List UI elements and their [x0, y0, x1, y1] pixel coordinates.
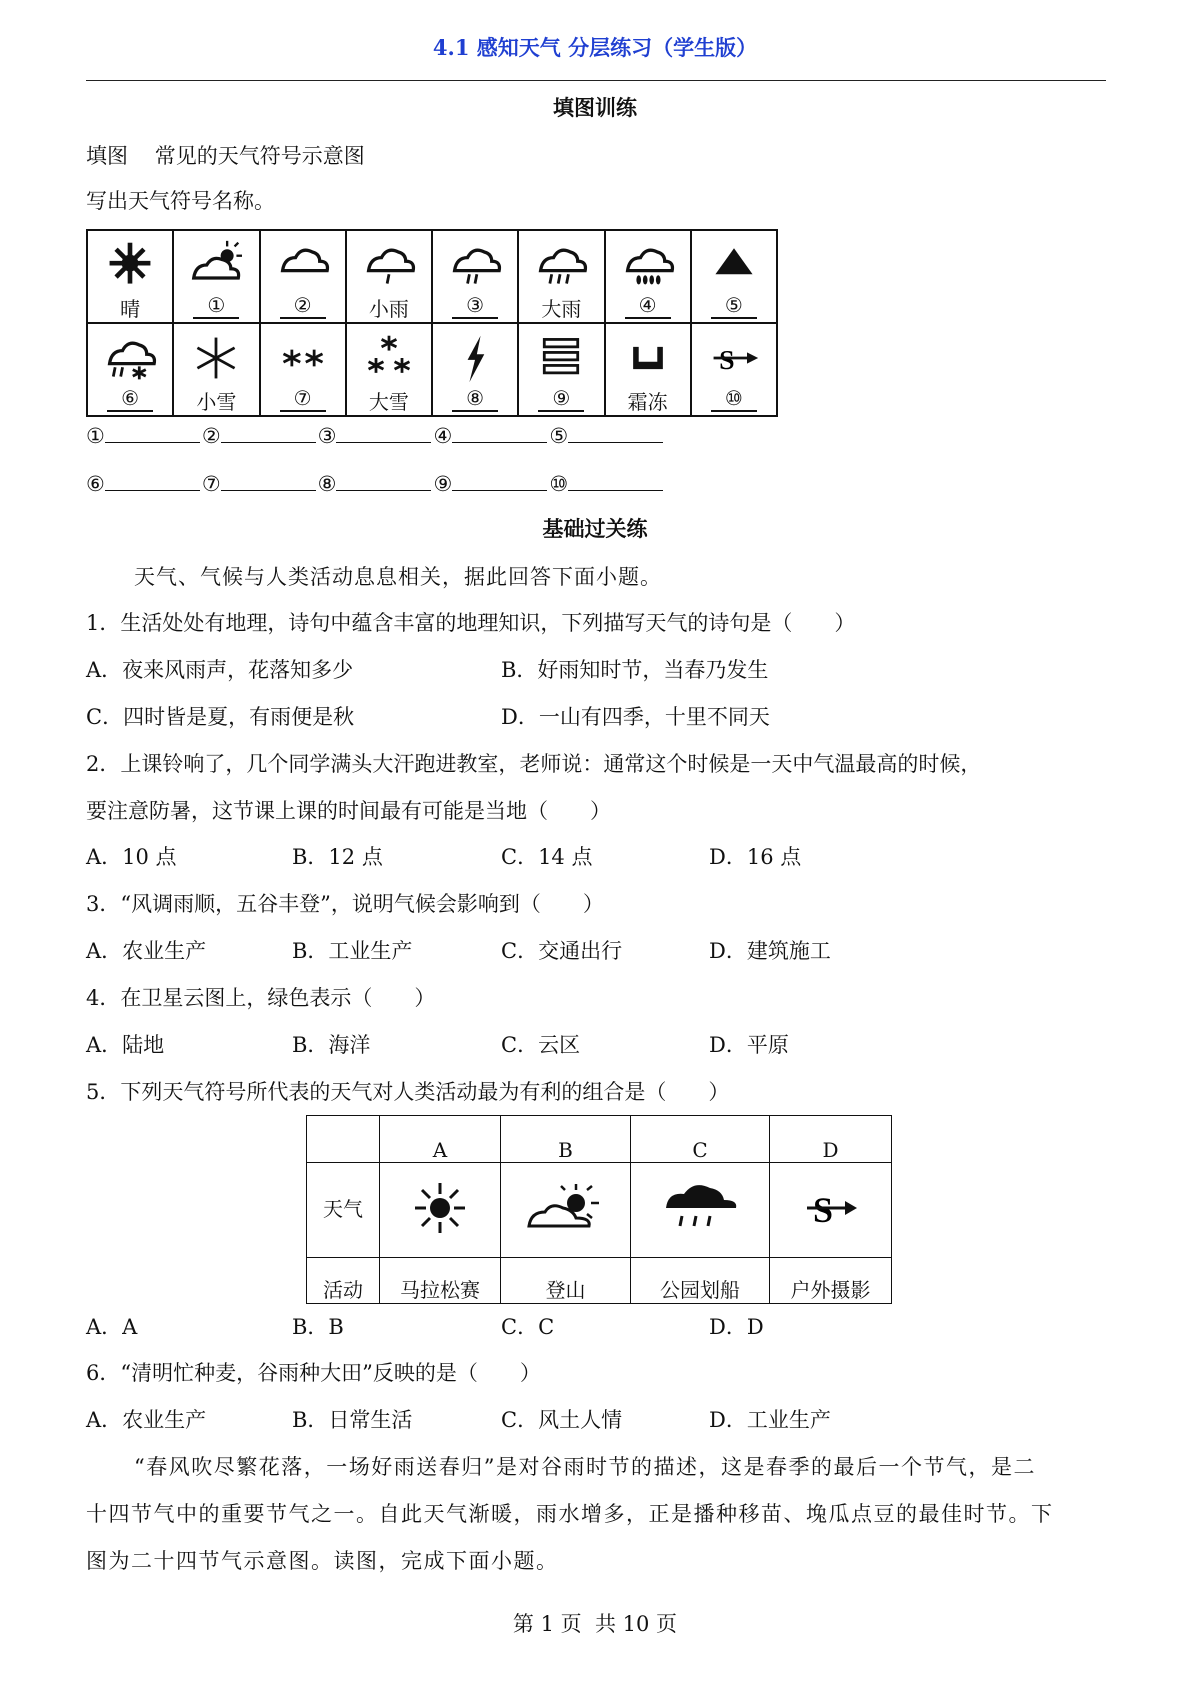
symbol-cell [605, 230, 691, 323]
answer-blank[interactable] [221, 422, 316, 443]
symbol-cell [87, 323, 173, 416]
blank-label: ⑨ [433, 472, 453, 496]
answer-option[interactable]: C．C [501, 1315, 555, 1339]
activity-cell: 马拉松赛 [380, 1258, 501, 1304]
question-stem: 6．“清明忙种麦，谷雨种大田”反映的是（ ） [86, 1361, 541, 1385]
answer-option[interactable]: C．风土人情 [501, 1408, 623, 1432]
symbol-label[interactable]: ⑧ [452, 386, 498, 412]
passage-line: “春风吹尽繁花落，一场好雨送春归”是对谷雨时节的描述，这是春季的最后一个节气，是二 [134, 1455, 1036, 1479]
answer-option[interactable]: C．交通出行 [501, 939, 623, 963]
symbol-label[interactable]: ⑦ [280, 386, 326, 412]
answer-option[interactable]: C．四时皆是夏，有雨便是秋 [86, 705, 355, 729]
frost-icon [618, 332, 678, 384]
moderate-rain-icon [445, 239, 505, 291]
col-header: C [631, 1116, 770, 1163]
symbol-cell [260, 230, 346, 323]
answer-blank[interactable] [105, 470, 200, 491]
rain-icon [660, 1178, 740, 1238]
symbol-label[interactable]: ⑨ [538, 386, 584, 412]
page-footer: 第 1 页 共 10 页 [512, 1612, 678, 1636]
col-header: B [501, 1116, 631, 1163]
answer-option[interactable]: A．农业生产 [86, 939, 207, 963]
blank-label: ⑦ [201, 472, 221, 496]
moderate-snow-icon [273, 332, 333, 384]
symbol-label[interactable]: ⑩ [711, 386, 757, 412]
answer-blank[interactable] [221, 470, 316, 491]
row-label: 天气 [307, 1163, 380, 1258]
light-snow-icon [186, 332, 246, 384]
answer-option[interactable]: A．10 点 [86, 845, 177, 869]
symbol-cell [346, 230, 432, 323]
blank-label: ⑧ [317, 472, 337, 496]
symbol-cell [518, 230, 604, 323]
answer-option[interactable]: A．夜来风雨声，花落知多少 [86, 658, 354, 682]
col-header: A [380, 1116, 501, 1163]
answer-blank[interactable] [452, 422, 547, 443]
fog-icon [531, 332, 591, 384]
answer-option[interactable]: B．12 点 [292, 845, 383, 869]
answer-option[interactable]: D．一山有四季，十里不同天 [501, 705, 770, 729]
section-heading-2: 基础过关练 [542, 516, 648, 541]
blank-label: ① [86, 424, 105, 448]
question-stem: 1．生活处处有地理，诗句中蕴含丰富的地理知识，下列描写天气的诗句是（ ） [86, 611, 856, 635]
answer-option[interactable]: D．工业生产 [709, 1408, 831, 1432]
answer-blank[interactable] [105, 422, 200, 443]
answer-blank[interactable] [568, 422, 663, 443]
symbol-label: 大雪 [368, 390, 409, 414]
svg-text:S: S [719, 345, 735, 377]
doc-title: 4.1 感知天气 分层练习（学生版） [432, 35, 758, 60]
symbol-cell [173, 230, 259, 323]
blanks-row-1 [86, 422, 665, 449]
symbol-cell [691, 323, 777, 416]
question-stem: 4．在卫星云图上，绿色表示（ ） [86, 986, 436, 1010]
sleet-icon [100, 332, 160, 384]
passage-line: 十四节气中的重要节气之一。自此天气渐暖，雨水增多，正是播种移苗、堍瓜点豆的最佳时节。下 [86, 1502, 1054, 1526]
symbol-label[interactable]: ① [193, 293, 239, 319]
symbol-cell [605, 323, 691, 416]
blank-label: ④ [433, 424, 453, 448]
answer-option[interactable]: A．农业生产 [86, 1408, 207, 1432]
answer-blank[interactable] [568, 470, 663, 491]
blank-label: ⑩ [549, 472, 569, 496]
fill-subtitle: 填图 常见的天气符号示意图 [86, 144, 365, 168]
answer-option[interactable]: D．建筑施工 [709, 939, 831, 963]
sun-cloud-icon [186, 239, 246, 291]
sandstorm-icon [801, 1178, 861, 1238]
answer-option[interactable]: A．A [86, 1315, 138, 1339]
instruction: 写出天气符号名称。 [86, 189, 275, 213]
answer-option[interactable]: B．日常生活 [292, 1408, 413, 1432]
col-header: D [770, 1116, 892, 1163]
activity-cell: 公园划船 [631, 1258, 770, 1304]
cloud-icon [273, 239, 333, 291]
header-rule [86, 80, 1106, 81]
heavy-rain-icon [531, 239, 591, 291]
answer-option[interactable]: D．平原 [709, 1033, 789, 1057]
symbol-label: 晴 [120, 297, 141, 321]
rainstorm-icon [618, 239, 678, 291]
blank-label: ⑥ [86, 472, 105, 496]
hail-triangle-icon [704, 239, 764, 291]
row-label: 活动 [307, 1258, 380, 1304]
symbol-cell [432, 230, 518, 323]
answer-option[interactable]: B．B [292, 1315, 344, 1339]
answer-option[interactable]: A．陆地 [86, 1033, 165, 1057]
q5-table [306, 1115, 892, 1304]
passage-line: 图为二十四节气示意图。读图，完成下面小题。 [86, 1549, 559, 1573]
symbol-cell [260, 323, 346, 416]
sun-cloud-icon [521, 1178, 611, 1238]
question-stem-cont: 要注意防暑，这节课上课的时间最有可能是当地（ ） [86, 799, 611, 823]
symbol-label: 小雨 [368, 297, 409, 321]
sunny-icon [100, 239, 160, 291]
symbol-cell [346, 323, 432, 416]
symbol-label[interactable]: ⑤ [711, 293, 757, 319]
blanks-row-2 [86, 470, 665, 497]
question-stem: 3．“风调雨顺，五谷丰登”，说明气候会影响到（ ） [86, 892, 604, 916]
symbol-label[interactable]: ⑥ [107, 386, 153, 412]
empty-cell [307, 1116, 380, 1163]
symbol-cell [87, 230, 173, 323]
answer-option[interactable]: B．好雨知时节，当春乃发生 [501, 658, 769, 682]
answer-option[interactable]: B．海洋 [292, 1033, 371, 1057]
symbol-cell [432, 323, 518, 416]
blank-label: ② [201, 424, 221, 448]
symbol-cell [518, 323, 604, 416]
section-heading: 填图训练 [553, 95, 637, 120]
question-stem: 2．上课铃响了，几个同学满头大汗跑进教室，老师说：通常这个时候是一天中气温最高的时候， [86, 752, 982, 776]
symbol-label[interactable]: ② [280, 293, 326, 319]
answer-option[interactable]: B．工业生产 [292, 939, 413, 963]
answer-blank[interactable] [336, 422, 431, 443]
sunny-icon [410, 1178, 470, 1238]
symbol-label: 大雨 [541, 297, 582, 321]
question-stem: 5．下列天气符号所代表的天气对人类活动最为有利的组合是（ ） [86, 1080, 730, 1104]
answer-blank[interactable] [452, 470, 547, 491]
light-rain-icon [359, 239, 419, 291]
svg-text:S: S [812, 1189, 833, 1230]
symbol-label[interactable]: ③ [452, 293, 498, 319]
intro-text: 天气、气候与人类活动息息相关，据此回答下面小题。 [134, 565, 662, 589]
symbol-cell [173, 323, 259, 416]
answer-option[interactable]: C．云区 [501, 1033, 581, 1057]
blank-label: ⑤ [549, 424, 569, 448]
answer-option[interactable]: C．14 点 [501, 845, 593, 869]
symbol-label: 小雪 [196, 390, 237, 414]
symbol-label: 霜冻 [627, 390, 668, 414]
symbol-label[interactable]: ④ [625, 293, 671, 319]
answer-option[interactable]: D．16 点 [709, 845, 802, 869]
lightning-icon [445, 332, 505, 384]
heavy-snow-icon [359, 332, 419, 384]
weather-symbol-table [86, 229, 778, 417]
activity-cell: 登山 [501, 1258, 631, 1304]
activity-cell: 户外摄影 [770, 1258, 892, 1304]
symbol-cell [691, 230, 777, 323]
answer-blank[interactable] [336, 470, 431, 491]
answer-option[interactable]: D．D [709, 1315, 764, 1339]
blank-label: ③ [317, 424, 337, 448]
sandstorm-icon [704, 332, 764, 384]
